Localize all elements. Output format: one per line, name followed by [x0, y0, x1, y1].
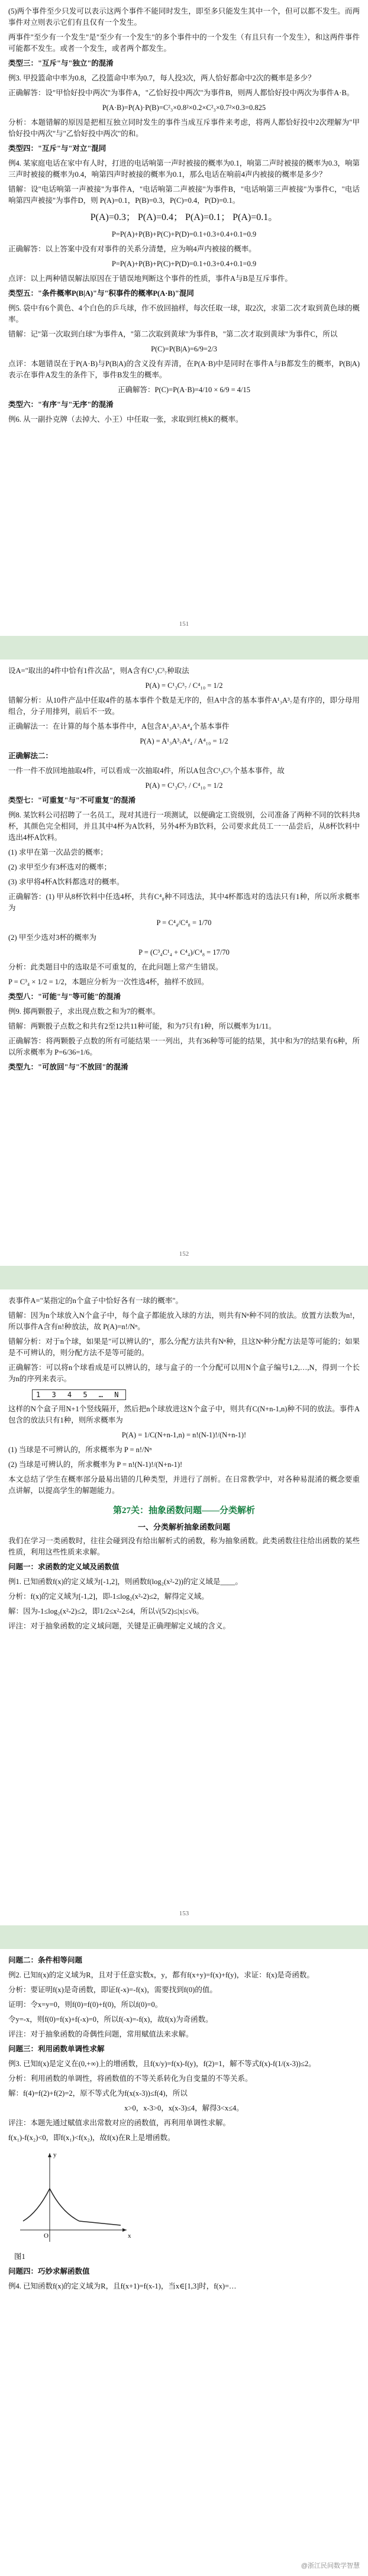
- watermark: @浙江民间数学智慧: [301, 2562, 360, 2569]
- page-2: [0, 660, 368, 1266]
- paragraph: 评注：对于抽象函数的奇偶性问题，常用赋值法来求解。: [8, 2030, 193, 2038]
- heading: 类型八："可能"与"等可能"的混淆: [8, 993, 121, 1001]
- paragraph: (1) 当球是不可辨认的，所求概率为 P = n!/Nⁿ: [8, 1446, 152, 1454]
- paragraph: 错解：记"第一次取到白球"为事件A，"第二次取到黄球"为事件B，"第二次才取到黄球"为事件C，所以: [8, 330, 338, 338]
- paragraph: 评注：对于抽象函数的定义域问题，关键是正确理解定义域的含义。: [8, 1622, 231, 1630]
- heading: 问题一：求函数的定义域及函数值: [8, 1563, 120, 1571]
- heading: 类型五："条件概率P(B|A)"与"积事件的概率P(A·B)"混同: [8, 289, 194, 298]
- paragraph: 证明：令x=y=0，则f(0)=f(0)+f(0)，所以f(0)=0。: [8, 2000, 163, 2009]
- heading: 类型六："有序"与"无序"的混淆: [8, 400, 114, 409]
- paragraph: 解：因为-1≤log₂(x²-2)≤2，即1/2≤x²-2≤4，所以√(5/2)≤|x|≤√6。: [8, 1607, 204, 1615]
- heading: 类型七："可重复"与"不可重复"的混淆: [8, 796, 136, 804]
- paragraph: (1) 求甲在第一次品尝的概率；: [8, 848, 108, 856]
- formula: P=P(A)+P(B)+P(C)+P(D)=0.1+0.3+0.4+0.1=0.9: [111, 230, 257, 238]
- paragraph: 我们在学习一类函数时，往往会碰到没有给出解析式的函数，称为抽象函数。此类函数往往给出函数的某些性质，利用这些性质来求解。: [8, 1537, 360, 1556]
- formula: P(A) = C¹₃C³₇ / C⁴₁₀ = 1/2: [145, 681, 223, 690]
- y-axis-arrow: [48, 2153, 51, 2157]
- paragraph: 正确解答：设"甲恰好投中两次"为事件A，"乙恰好投中两次"为事件B，则两人都恰好投中两次为事件A·B。: [8, 89, 354, 97]
- paragraph: P = C³₄ × 1/2 = 1/2，本题应分析为一次性选4杯，抽样不放回。: [8, 978, 209, 986]
- paragraph: (2) 甲至少选对3杯的概率为: [8, 933, 96, 942]
- paragraph: 正确解答：(1) 甲从8杯饮料中任选4杯，共有C⁴₈种不同选法，其中4杯都选对的选法只有1种，所以所求概率为: [8, 893, 360, 912]
- heading: 问题三：利用函数单调性求解: [8, 2045, 105, 2053]
- paragraph: 例3. 甲投篮命中率为0.8，乙投篮命中率为0.7，每人投3次，两人恰好都命中2次的概率是多少？: [8, 74, 315, 82]
- x-axis-arrow: [122, 2228, 127, 2232]
- paragraph: 例6. 从一副扑克牌（去掉大、小王）中任取一张，求取到红桃K的概率。: [8, 415, 243, 424]
- x-label: x: [128, 2232, 131, 2239]
- page-number: 151: [179, 620, 189, 628]
- paragraph: 正确解答：可以将n个球看成是可以辨认的，球与盒子的一个分配可以用N个盒子编号1,2,…,N，得到一个长为n的序列来表示。: [8, 1363, 360, 1383]
- formula: 正确解答：P(C)=P(A·B)=4/10 × 6/9 = 4/15: [117, 386, 251, 394]
- formula: P(A) = A¹₃A³₇A⁴₄ / A⁴₁₀ = 1/2: [140, 737, 228, 745]
- paragraph: f(x₁)-f(x₂)<0，即f(x₁)<f(x₂)，故f(x)在R上是增函数。: [8, 2134, 175, 2142]
- curve: [23, 2189, 121, 2225]
- heading: 问题四：巧妙求解函数值: [8, 2267, 90, 2276]
- heading: 正确解法二：: [8, 752, 53, 760]
- function-graph: [14, 2147, 133, 2248]
- formula: x>0，x-3>0，x(x-3)≤4，解得3<x≤4。: [124, 2104, 244, 2112]
- paragraph: 两事件"至少有一个发生"是"至少有一个发生"的多个事件中的一个发生（有且只有一个发生），和这两件事件可能都不发生。或者一个发生，或者两个都发生。: [8, 33, 360, 53]
- paragraph: 正确解法一：在计算的每个基本事件中，A包含A¹₃A³₇A⁴₄个基本事件: [8, 722, 230, 731]
- formula: P = (C³₄C¹₄ + C⁴₄)/C⁴₈ = 17/70: [138, 948, 230, 956]
- formula: P(C)=P(B|A)=6/9=2/3: [151, 345, 217, 353]
- paragraph: 分析：本题错解的原因是把相互独立同时发生的事件当成互斥事件来考虑，将两人都恰好投中2次理解为"甲恰好投中两次"与"乙恰好投中两次"的和。: [8, 118, 360, 138]
- paragraph: 点评：本题错误在于P(A·B)与P(B|A)的含义没有弄清，在P(A·B)中是同时在事件A与B都发生的概率，P(B|A)表示在事件A发生的条件下，事件B发生的概率。: [8, 360, 360, 379]
- paragraph: 例4. 某家庭电话在家中有人时，打进的电话响第一声时被接的概率为0.1，响第二声时被接的概率为0.3，响第三声时被接的概率为0.4，响第四声时被接的概率为0.1，那么电话在响前4声内被接的概率是多少？: [8, 159, 360, 179]
- heading: 问题二：条件相等问题: [8, 1956, 83, 1964]
- formula: P = C⁴₄/C⁴₈ = 1/70: [156, 919, 212, 927]
- paragraph: 错解：因为n个球放入N个盒子中，每个盒子都能放入球的方法，则共有Nⁿ种不同的放法。放置方法数为n!，所以事件A含有n!种放法，故 P(A)=n!/Nⁿ。: [8, 1311, 360, 1331]
- paragraph: (2) 当球是可辨认的，所求概率为 P = n!(N-1)!/(N+n-1)!: [8, 1460, 183, 1469]
- page-3: [0, 1289, 368, 1925]
- paragraph: 表事件A="某指定的n个盒子中恰好各有一球的概率"。: [8, 1297, 183, 1305]
- paragraph: 例5. 袋中有6个黄色、4个白色的乒乓球，作不放回抽样，每次任取一球，取2次，求第二次才取到黄色球的概率。: [8, 304, 360, 324]
- paragraph: 分析：f(x)的定义域为[-1,2]，即-1≤log₂(x²-2)≤2，解得定义域。: [8, 1592, 209, 1601]
- chapter-title: 第27关：抽象函数问题——分类解析: [112, 1506, 255, 1515]
- formula: P=P(A)+P(B)+P(C)+P(D)=0.1+0.3+0.4+0.1=0.9: [111, 260, 257, 268]
- paragraph: (2) 求甲至少有3杯选对的概率；: [8, 863, 111, 871]
- paragraph: 错解：设"电话响第一声被接"为事件A，"电话响第二声被接"为事件B，"电话响第三声被接"为事件C，"电话响第四声被接"为事件D，则 P(A)=0.1，P(B)=0.3，P(C)=0.4，P(D)=0.1。: [8, 185, 360, 205]
- y-label: y: [53, 2151, 57, 2158]
- origin-label: O: [44, 2232, 49, 2239]
- paragraph: 评注：本题先通过赋值求出常数对应的函数值，再利用单调性求解。: [8, 2119, 231, 2127]
- paragraph: 设A="取出的4件中恰有1件次品"，则A含有C¹₃C³₇种取法: [8, 667, 189, 675]
- paragraph: 点评：以上两种错误解法原因在于错误地判断这个事件的性质，事件A与B是互斥事件。: [8, 274, 292, 283]
- paragraph: 正确解答：以上答案中没有对事件的关系分清楚，应为响4声内被接的概率。: [8, 245, 256, 253]
- heading: 类型四："互斥"与"对立"混同: [8, 144, 106, 153]
- formula: P(A) = C¹₃C³₇ / C⁴₁₀ = 1/2: [145, 781, 223, 790]
- section-title: 一、分类解析抽象函数问题: [137, 1523, 230, 1531]
- paragraph: 分析：利用函数的单调性，将函数值的不等关系转化为自变量的不等关系。: [8, 2074, 253, 2083]
- paragraph: 错解分析：对于n个球，如果是"可以辨认的"，那么分配方法共有Nⁿ种，且这Nⁿ种分配方法是等可能的；如果是不可辨认的，则分配方法不是等可能的。: [8, 1337, 360, 1357]
- paragraph: 例1. 已知函数f(x)的定义域为[-1,2]，则函数f(log₂(x²-2))的定义域是____。: [8, 1578, 243, 1586]
- heading: 类型三："互斥"与"独立"的混淆: [8, 59, 114, 67]
- paragraph: 例8. 某饮料公司招聘了一名员工，现对其进行一项测试，以便确定工资级别，公司准备了两种不同的饮料共8杯，其颜色完全相同，并且其中4杯为A饮料，另外4杯为B饮料，公司要求此员工一一品尝后，从8杯饮料中选出4杯A饮料。: [8, 811, 360, 842]
- page-4: [0, 1949, 368, 2576]
- paragraph: 例3. 已知f(x)是定义在(0,+∞)上的增函数，且f(x/y)=f(x)-f(y)，f(2)=1，解不等式f(x)-f(1/(x-3))≤2。: [8, 2060, 316, 2068]
- page-separator: [0, 636, 368, 660]
- paragraph: 分析：要证明f(x)是奇函数，即证f(-x)=-f(x)，需要找到f(0)的值。: [8, 1986, 217, 1994]
- page-number: 153: [179, 1910, 189, 1917]
- paragraph: 这样的N个盒子用N+1个竖线隔开，然后把n个球放进这N个盒子中，则共有C(N+n-1,n)种不同的放法。事件A包含的放法只有1种，则所求概率为: [8, 1405, 360, 1424]
- page-number: 152: [179, 1250, 189, 1258]
- paragraph: 错解：两颗骰子点数之和共有2至12共11种可能，和为7只有1种，所以概率为1/11。: [8, 1022, 276, 1030]
- paragraph: 令y=-x，则f(0)=f(x)+f(-x)=0，所以f(-x)=-f(x)，故f(x)为奇函数。: [8, 2015, 213, 2024]
- formula: P(A) = 1/C(N+n-1,n) = n!(N-1)!/(N+n-1)!: [121, 1431, 247, 1439]
- paragraph: 例2. 已知f(x)的定义域为R，且对于任意实数x，y，都有f(x+y)=f(x)+f(y)，求证：f(x)是奇函数。: [8, 1971, 314, 1979]
- paragraph: 本文总结了学生在概率部分最易出错的几种类型，并进行了剖析。在日常教学中，对各种易混淆的概念要重点讲解，以提高学生的解题能力。: [8, 1475, 360, 1495]
- page-separator: [0, 1266, 368, 1289]
- paragraph: (3) 求甲将4杯A饮料都选对的概率。: [8, 878, 124, 886]
- formula: P(A·B)=P(A)·P(B)=C²₃×0.8²×0.2×C²₃×0.7²×0.3=0.825: [102, 104, 266, 112]
- paragraph: 解：f(4)=f(2)+f(2)=2，原不等式化为f(x(x-3))≤f(4)，所以: [8, 2089, 188, 2097]
- heading: 类型九："可放回"与"不放回"的混淆: [8, 1063, 128, 1071]
- paragraph: 例4. 已知函数f(x)的定义域为R，且f(x+1)=f(x-1)，当x∈[1,3]时，f(x)=…: [8, 2282, 237, 2290]
- paragraph: 分析：此类题目中的选取是不可重复的，在此问题上常产生错误。: [8, 963, 223, 971]
- box-sequence: 1 3 4 5 … N: [32, 1389, 126, 1400]
- paragraph: (5)两个事件至少只发可以表示这两个事件不能同时发生，即至多只能发生其中一个，但可以都不发生。而两事件对立则表示它们有且仅有一个发生。: [8, 7, 360, 27]
- page-separator: [0, 1925, 368, 1949]
- paragraph: 一件一件不放回地抽取4件，可以看成一次抽取4件，所以A包含C¹₃C³₇个基本事件，故: [8, 767, 285, 775]
- paragraph: 例9. 掷两颗骰子，求出现点数之和为7的概率。: [8, 1007, 160, 1016]
- page-1: [0, 0, 368, 636]
- figure-caption: 图1: [14, 2252, 25, 2261]
- graph-svg: [14, 2147, 133, 2248]
- formula: P(A)=0.3； P(A)=0.4； P(A)=0.1； P(A)=0.1。: [90, 212, 278, 222]
- paragraph: 正确解答：将两颗骰子点数的所有可能结果一一列出，共有36种等可能的结果，其中和为7的结果有6种，所以所求概率为 P=6/36=1/6。: [8, 1037, 360, 1056]
- paragraph: 错解分析：从10件产品中任取4件的基本事件个数是无序的，但A中含的基本事件A¹₃A³₇是有序的，即分母用组合，分子用排列，前后不一致。: [8, 696, 360, 716]
